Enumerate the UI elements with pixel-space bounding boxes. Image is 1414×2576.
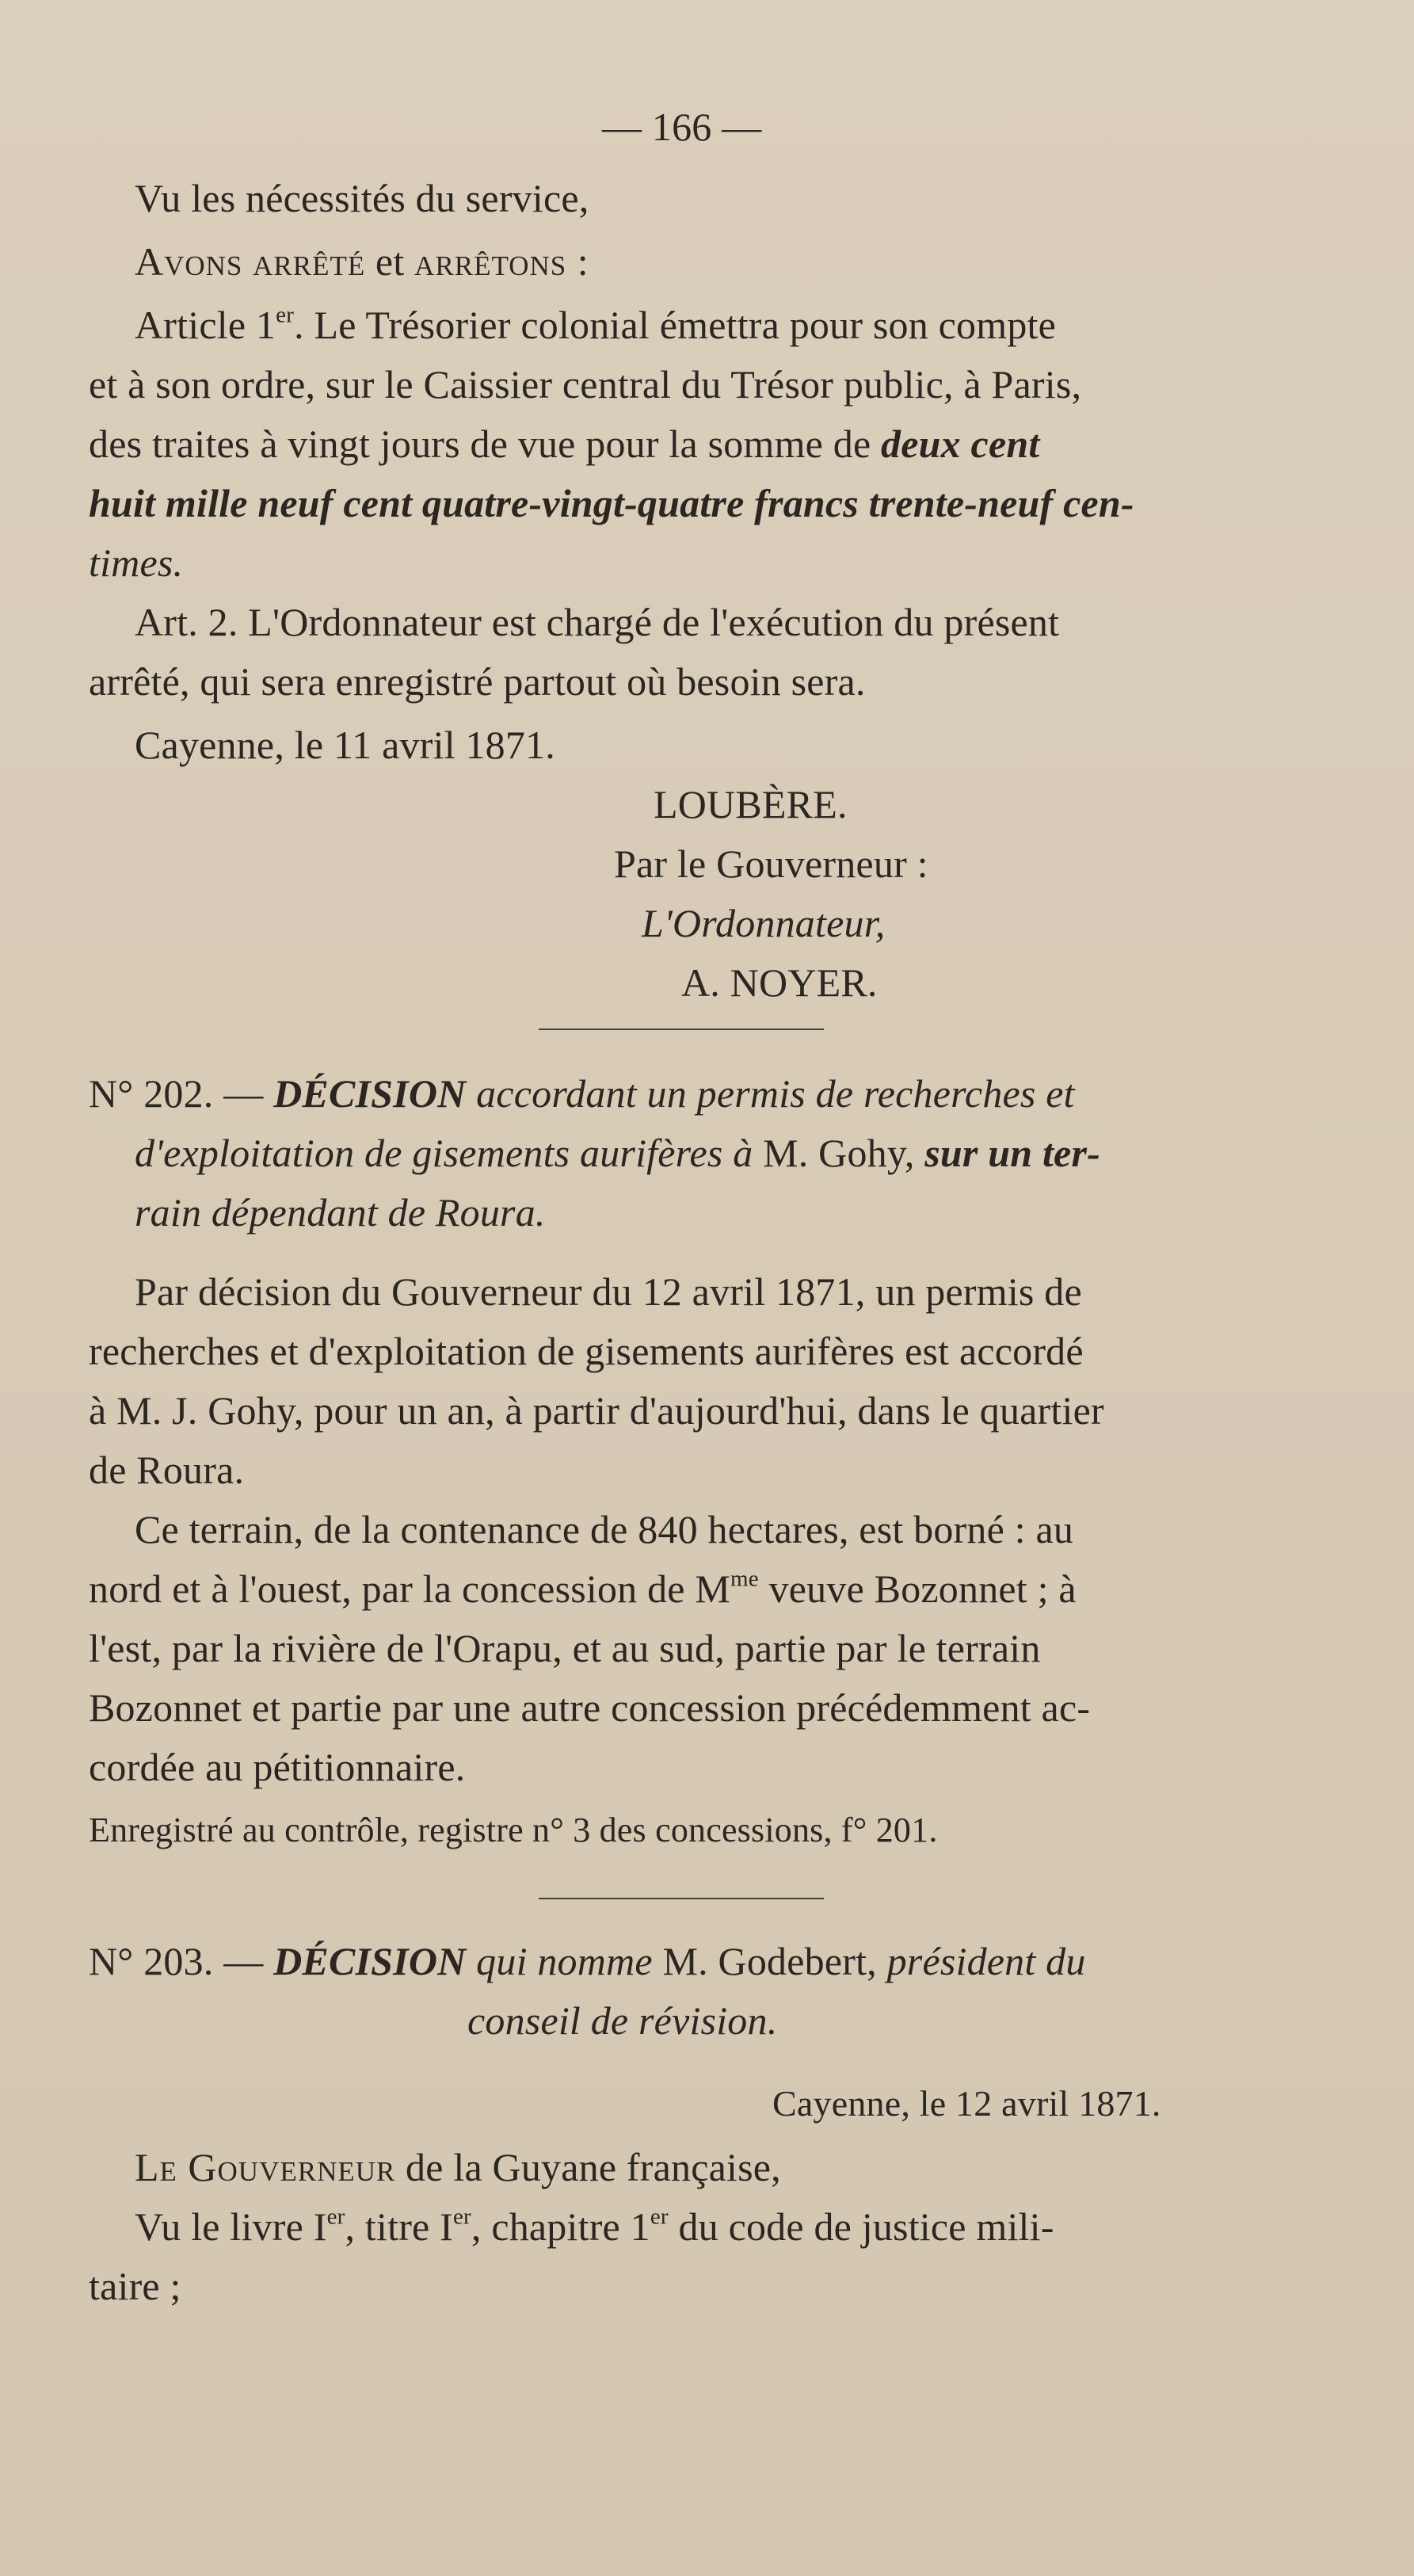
text-line: à M. J. Gohy, pour un an, à partir d'aujourd'hui, dans le quartier bbox=[89, 1388, 1104, 1433]
decision-heading: conseil de révision. bbox=[467, 1998, 778, 2043]
governor-line: Le Gouverneur de la Guyane française, bbox=[135, 2145, 781, 2189]
text-line: arrêté, qui sera enregistré partout où besoin sera. bbox=[89, 659, 866, 704]
decision-heading: d'exploitation de gisements aurifères à M. Gohy, sur un ter- bbox=[135, 1131, 1100, 1175]
article-2: Art. 2. L'Ordonnateur est chargé de l'exécution du présent bbox=[135, 600, 1060, 644]
text-line: Vu le livre Ier, titre Ier, chapitre 1er du code de justice mili- bbox=[135, 2204, 1054, 2249]
text-line: Ce terrain, de la contenance de 840 hectares, est borné : au bbox=[135, 1507, 1074, 1551]
article-1: Article 1er. Le Trésorier colonial émettra pour son compte bbox=[135, 302, 1057, 347]
registration-note: Enregistré au contrôle, registre n° 3 des concessions, f° 201. bbox=[89, 1811, 938, 1849]
decision-heading: N° 202. — DÉCISION accordant un permis de recherches et bbox=[89, 1071, 1075, 1116]
signature-name2: A. NOYER. bbox=[681, 960, 878, 1005]
text-line: Avons arrêté et arrêtons : bbox=[135, 239, 589, 284]
signature-par: Par le Gouverneur : bbox=[614, 841, 928, 886]
text-line: Bozonnet et partie par une autre concession précédemment ac- bbox=[89, 1685, 1091, 1730]
date-line: Cayenne, le 12 avril 1871. bbox=[772, 2083, 1161, 2124]
section-divider bbox=[539, 1898, 824, 1899]
date-line: Cayenne, le 11 avril 1871. bbox=[135, 723, 555, 767]
text-line: cordée au pétitionnaire. bbox=[89, 1745, 466, 1789]
signature-name: LOUBÈRE. bbox=[654, 782, 848, 826]
text-line: des traites à vingt jours de vue pour la somme de deux cent bbox=[89, 422, 1040, 466]
text-line: Vu les nécessités du service, bbox=[135, 176, 589, 220]
text-line: et à son ordre, sur le Caissier central du Trésor public, à Paris, bbox=[89, 362, 1082, 406]
text-line: nord et à l'ouest, par la concession de $M^{me}$ veuve Bozonnet ; à bbox=[89, 1566, 1077, 1611]
signature-role: L'Ordonnateur, bbox=[642, 901, 886, 945]
page-number: — 166 — bbox=[602, 105, 762, 149]
text-line: de Roura. bbox=[89, 1448, 245, 1492]
section-divider bbox=[539, 1028, 824, 1030]
text-line: huit mille neuf cent quatre-vingt-quatre francs trente-neuf cen- bbox=[89, 481, 1134, 525]
text-line: times. bbox=[89, 540, 184, 585]
decision-heading: N° 203. — DÉCISION qui nomme M. Godebert, président du bbox=[89, 1939, 1086, 1983]
text-line: Par décision du Gouverneur du 12 avril 1871, un permis de bbox=[135, 1269, 1082, 1314]
decision-heading: rain dépendant de Roura. bbox=[135, 1190, 546, 1235]
text-line: l'est, par la rivière de l'Orapu, et au sud, partie par le terrain bbox=[89, 1626, 1041, 1670]
text-line: taire ; bbox=[89, 2264, 181, 2308]
text-line: recherches et d'exploitation de gisements aurifères est accordé bbox=[89, 1329, 1084, 1373]
